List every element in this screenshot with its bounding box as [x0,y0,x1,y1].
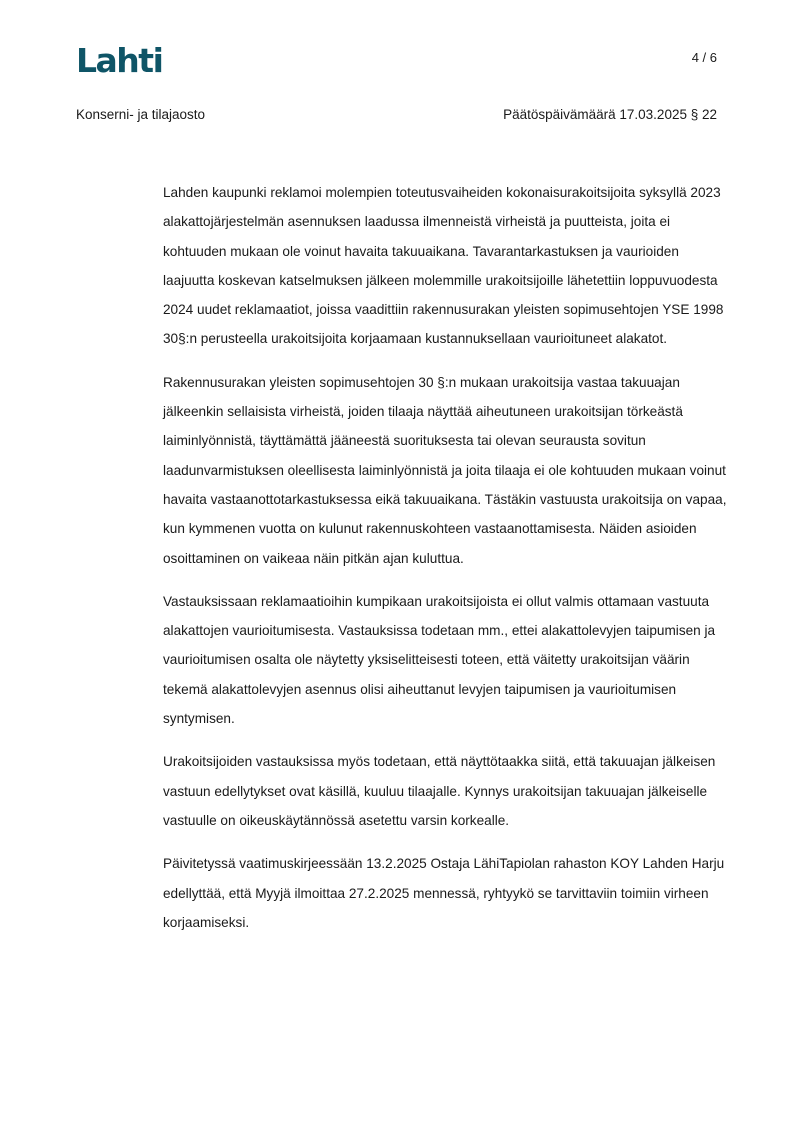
paragraph: Lahden kaupunki reklamoi molempien toteutusvaiheiden kokonaisurakoitsijoita syksyllä 2023 alakattojärjestelmän asennuksen laadussa ilmenneistä virheistä ja puutteista, joita ei kohtuuden mukaan ole voinut havaita takuuaikana. Tavarantarkastuksen ja vaurioiden laajuutta koskevan katselmuksen jälkeen molemmille urakoitsijoille lähetettiin loppuvuodesta 2024 uudet reklamaatiot, joissa vaadittiin rakennusurakan yleisten sopimusehtojen YSE 1998 30§:n perusteella urakoitsijoita korjaamaan kustannuksellaan vaurioituneet alakatot. [163,185,724,347]
page-number: 4 / 6 [691,50,717,65]
lahti-logo: Lahti [76,41,163,80]
paragraph: Urakoitsijoiden vastauksissa myös todetaan, että näyttötaakka siitä, että takuuajan jälkeisen vastuun edellytykset ovat käsillä, kuuluu tilaajalle. Kynnys urakoitsijan takuuajan jälkeiselle vastuulle on oikeuskäytännössä asetettu varsin korkealle. [163,754,716,828]
paragraph: Rakennusurakan yleisten sopimusehtojen 30 §:n mukaan urakoitsija vastaa takuuajan jälkeenkin sellaisista virheistä, joiden tilaaja näyttää aiheutuneen urakoitsijan törkeästä laiminlyönnistä, täyttämättä jääneestä suorituksesta tai olevan seurausta sovitun laadunvarmistuksen oleellisesta laiminlyönnistä ja joita tilaaja ei ole kohtuuden mukaan voinut havaita vastaanottotarkastuksessa eikä takuuaikana. Tästäkin vastuusta urakoitsija on vapaa, kun kymmenen vuotta on kulunut rakennuskohteen vastaanottamisesta. Näiden asioiden osoittaminen on vaikeaa näin pitkän ajan kuluttua. [163,374,727,566]
decision-date: Päätöspäivämäärä 17.03.2025 § 22 [503,107,717,122]
document-header [76,107,717,122]
paragraph: Päivitetyssä vaatimuskirjeessään 13.2.2025 Ostaja LähiTapiolan rahaston KOY Lahden Harju edellyttää, että Myyjä ilmoittaa 27.2.2025 mennessä, ryhtyykö se tarvittaviin toimiin virheen korjaamiseksi. [163,856,725,930]
organization-name: Konserni- ja tilajaosto [76,107,206,122]
paragraph: Vastauksissaan reklamaatioihin kumpikaan urakoitsijoista ei ollut valmis ottamaan vastuuta alakattojen vaurioitumisesta. Vastauksissa todetaan mm., ettei alakattolevyjen taipumisen ja vaurioitumisen osalta ole näytetty yksiselitteisesti toteen, että väitetty urakoitsijan väärin tekemä alakattolevyjen asennus olisi aiheuttanut levyjen taipumisen ja vaurioitumisen syntymisen. [163,593,716,727]
document-body [163,178,731,951]
